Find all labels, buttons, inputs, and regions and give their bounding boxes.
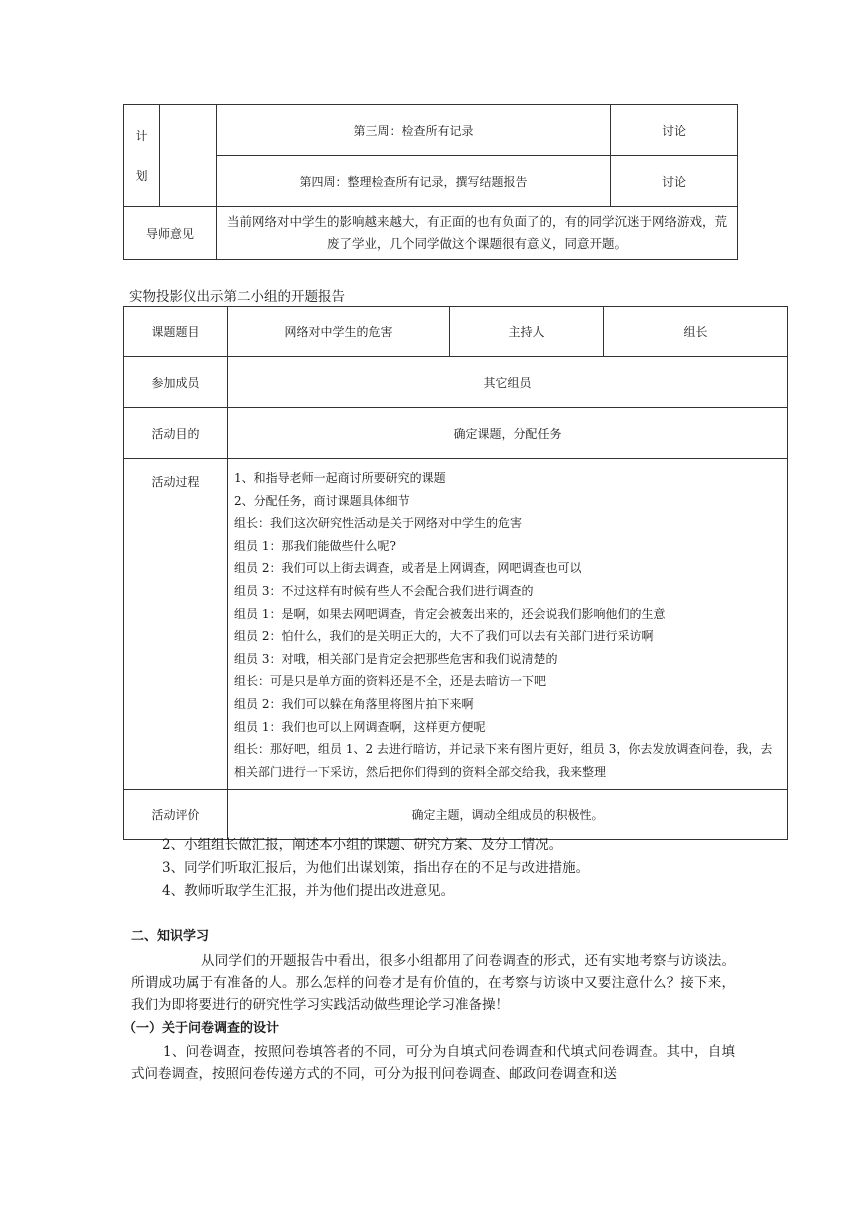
- report-table: [123, 306, 788, 840]
- process-line: 组员 2：我们可以上街去调查，或者是上网调查，网吧调查也可以: [234, 561, 582, 576]
- process-line: 组员 3：对哦，相关部门是肯定会把那些危害和我们说清楚的: [234, 651, 558, 666]
- plan-empty-cell: [160, 105, 217, 207]
- step-item: 3、同学们听取汇报后，为他们出谋划策，指出存在的不足与改进措施。: [162, 860, 590, 876]
- process-line: 1、和指导老师一起商讨所要研究的课题: [234, 471, 446, 485]
- process-label: 活动过程: [124, 459, 228, 790]
- section-paragraph: 从同学们的开题报告中看出，很多小组都用了问卷调查的形式，还有实地考察与访谈法。所谓成功属于有准备的人。那么怎样的问卷才是有价值的，在考察与访谈中又要注意什么？接下来，我们为即将要进行的研究性学习实践活动做些理论学习准备操！: [131, 953, 735, 1013]
- plan-table: [123, 104, 738, 260]
- process-line: 组长：那好吧，组员 1、2 去进行暗访，并记录下来有图片更好，组员 3，你去发放调查问卷，我，去相关部门进行一下采访，然后把你们得到的资料全部交给我，我来整理: [234, 742, 773, 779]
- advisor-opinion: 当前网络对中学生的影响越来越大，有正面的也有负面了的，有的同学沉迷于网络游戏，荒废了学业，几个同学做这个课题很有意义，同意开题。: [217, 207, 738, 260]
- plan-row-method: 讨论: [611, 156, 738, 207]
- step-item: 4、教师听取学生汇报，并为他们提出改进意见。: [162, 883, 455, 899]
- process-line: 组长：可是只是单方面的资料还是不全，还是去暗访一下吧: [234, 674, 547, 689]
- plan-label-char-2: 划: [135, 168, 148, 183]
- process-line: 2、分配任务，商讨课题具体细节: [234, 493, 410, 508]
- section-heading: 二、知识学习: [131, 929, 210, 944]
- process-line: 组员 1：我们也可以上网调查啊，这样更方便呢: [234, 719, 486, 734]
- subsection-paragraph: 1、问卷调查，按照问卷填答者的不同，可分为自填式问卷调查和代填式问卷调查。其中，自填式问卷调查，按照问卷传递方式的不同，可分为报刊问卷调查、邮政问卷调查和送: [131, 1044, 735, 1082]
- table-caption: 实物投影仪出示第二小组的开题报告: [129, 289, 345, 305]
- process-line: 组员 2：怕什么，我们的是关明正大的，大不了我们可以去有关部门进行采访啊: [234, 629, 654, 644]
- plan-row-method: 讨论: [611, 105, 738, 156]
- plan-label-cell: [124, 105, 160, 207]
- process-line: 组员 3：不过这样有时候有些人不会配合我们进行调查的: [234, 583, 534, 598]
- topic-label: 课题题目: [124, 307, 228, 357]
- advisor-label: 导师意见: [124, 207, 217, 260]
- topic-value: 网络对中学生的危害: [228, 307, 450, 357]
- process-line: 组员 1：那我们能做些什么呢?: [234, 538, 396, 553]
- process-line: 组员 2：我们可以躲在角落里将图片拍下来啊: [234, 696, 474, 711]
- step-item: 2、小组组长做汇报，阐述本小组的课题、研究方案、及分工情况。: [162, 837, 563, 853]
- eval-label: 活动评价: [124, 790, 228, 840]
- plan-label-char-1: 计: [135, 128, 148, 143]
- process-content: [228, 459, 788, 790]
- members-label: 参加成员: [124, 357, 228, 408]
- host-value: 组长: [604, 307, 788, 357]
- purpose-label: 活动目的: [124, 408, 228, 459]
- plan-row-content: 第四周：整理检查所有记录，撰写结题报告: [217, 156, 611, 207]
- members-value: 其它组员: [228, 357, 788, 408]
- plan-row-content: 第三周：检查所有记录: [217, 105, 611, 156]
- process-line: 组长：我们这次研究性活动是关于网络对中学生的危害: [234, 516, 523, 531]
- subsection-heading: （一）关于问卷调查的设计: [123, 1021, 280, 1036]
- eval-value: 确定主题，调动全组成员的积极性。: [228, 790, 788, 840]
- process-line: 组员 1：是啊，如果去网吧调查，肯定会被轰出来的，还会说我们影响他们的生意: [234, 606, 666, 621]
- purpose-value: 确定课题，分配任务: [228, 408, 788, 459]
- host-label: 主持人: [450, 307, 604, 357]
